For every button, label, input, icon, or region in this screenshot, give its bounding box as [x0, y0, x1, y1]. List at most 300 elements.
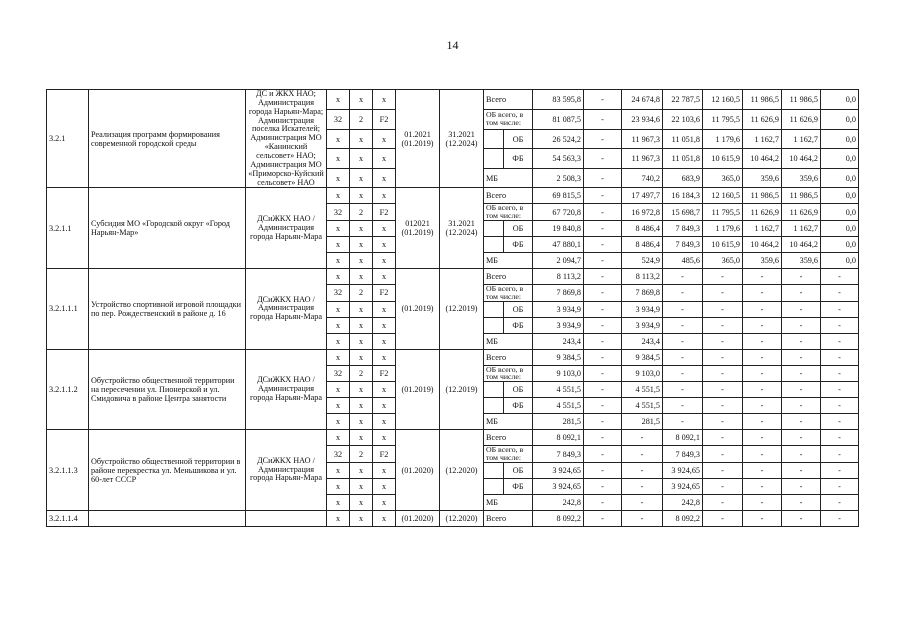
- value-y3: 11 051,8: [663, 149, 703, 169]
- value-y4: -: [703, 301, 743, 317]
- value-y1: -: [584, 253, 622, 269]
- value-y2: -: [622, 494, 663, 510]
- kbk-c: x: [373, 129, 396, 149]
- kbk-c: x: [373, 494, 396, 510]
- value-total: 69 815,5: [533, 188, 584, 204]
- value-y7: 0,0: [821, 90, 859, 110]
- source: Всего: [484, 188, 533, 204]
- value-y3: -: [663, 414, 703, 430]
- value-y4: -: [703, 317, 743, 333]
- end-date: (12.2019): [440, 349, 484, 430]
- value-y7: -: [821, 349, 859, 365]
- table-row: [47, 269, 859, 285]
- value-y1: -: [584, 90, 622, 110]
- source-indent: [484, 221, 504, 237]
- kbk-a: x: [327, 253, 350, 269]
- value-y1: -: [584, 269, 622, 285]
- value-y7: -: [821, 301, 859, 317]
- value-y2: -: [622, 446, 663, 463]
- value-y1: -: [584, 237, 622, 253]
- value-y1: -: [584, 462, 622, 478]
- value-y5: -: [743, 462, 782, 478]
- value-y2: 24 674,8: [622, 90, 663, 110]
- value-y7: -: [821, 446, 859, 463]
- source: Всего: [484, 269, 533, 285]
- value-y1: -: [584, 494, 622, 510]
- item-executor: ДСиЖКХ НАО / Администрация города Нарьян-Мара: [246, 269, 327, 350]
- value-y1: -: [584, 414, 622, 430]
- end-date: (12.2020): [440, 430, 484, 511]
- item-name: Обустройство общественной территории на пересечении ул. Пионерской и ул. Смидовича в районе Центра занятости: [89, 349, 246, 430]
- source-indent: [484, 301, 504, 317]
- value-total: 3 924,65: [533, 462, 584, 478]
- value-y2: 3 934,9: [622, 301, 663, 317]
- value-y5: 11 986,5: [743, 188, 782, 204]
- value-y7: -: [821, 285, 859, 302]
- value-y4: -: [703, 285, 743, 302]
- value-total: 9 103,0: [533, 365, 584, 382]
- kbk-c: x: [373, 221, 396, 237]
- value-y2: -: [622, 430, 663, 446]
- value-y2: 281,5: [622, 414, 663, 430]
- value-y4: -: [703, 349, 743, 365]
- kbk-b: 2: [350, 109, 373, 129]
- value-y1: -: [584, 382, 622, 398]
- value-y6: 359,6: [782, 168, 821, 188]
- value-y5: 1 162,7: [743, 221, 782, 237]
- value-y2: -: [622, 462, 663, 478]
- value-y6: 11 626,9: [782, 109, 821, 129]
- value-y2: 11 967,3: [622, 129, 663, 149]
- value-y6: -: [782, 430, 821, 446]
- value-total: 83 595,8: [533, 90, 584, 110]
- kbk-c: x: [373, 462, 396, 478]
- budget-table: [46, 89, 859, 527]
- value-y3: 8 092,2: [663, 510, 703, 526]
- item-name: [89, 510, 246, 526]
- value-y3: 3 924,65: [663, 478, 703, 494]
- kbk-a: x: [327, 333, 350, 349]
- value-y5: -: [743, 494, 782, 510]
- value-y2: 16 972,8: [622, 204, 663, 221]
- value-y5: -: [743, 382, 782, 398]
- value-y6: -: [782, 446, 821, 463]
- source-sub: ФБ: [504, 478, 533, 494]
- start-date: (01.2020): [396, 430, 440, 511]
- start-date: 012021 (01.2019): [396, 188, 440, 269]
- value-y2: 4 551,5: [622, 398, 663, 414]
- value-y2: 8 486,4: [622, 221, 663, 237]
- kbk-b: x: [350, 382, 373, 398]
- value-y1: -: [584, 188, 622, 204]
- value-y1: -: [584, 510, 622, 526]
- kbk-a: 32: [327, 109, 350, 129]
- source-sub: ФБ: [504, 398, 533, 414]
- value-y3: -: [663, 317, 703, 333]
- kbk-b: x: [350, 317, 373, 333]
- value-y1: -: [584, 349, 622, 365]
- value-y6: -: [782, 478, 821, 494]
- kbk-b: x: [350, 269, 373, 285]
- kbk-b: x: [350, 430, 373, 446]
- value-y3: 7 849,3: [663, 221, 703, 237]
- kbk-a: x: [327, 349, 350, 365]
- source: МБ: [484, 414, 533, 430]
- start-date: (01.2019): [396, 349, 440, 430]
- value-y5: 10 464,2: [743, 149, 782, 169]
- value-total: 3 924,65: [533, 478, 584, 494]
- kbk-c: x: [373, 253, 396, 269]
- source-sub: ФБ: [504, 317, 533, 333]
- value-y4: 11 795,5: [703, 204, 743, 221]
- value-y7: -: [821, 414, 859, 430]
- value-y6: -: [782, 382, 821, 398]
- value-y2: 740,2: [622, 168, 663, 188]
- value-y4: -: [703, 494, 743, 510]
- kbk-b: x: [350, 301, 373, 317]
- value-y6: -: [782, 462, 821, 478]
- value-y3: 7 849,3: [663, 446, 703, 463]
- value-y4: -: [703, 462, 743, 478]
- value-y1: -: [584, 149, 622, 169]
- kbk-a: 32: [327, 285, 350, 302]
- kbk-a: x: [327, 398, 350, 414]
- value-y7: -: [821, 269, 859, 285]
- value-y2: 7 869,8: [622, 285, 663, 302]
- kbk-b: x: [350, 129, 373, 149]
- value-total: 67 720,8: [533, 204, 584, 221]
- value-y5: 11 626,9: [743, 109, 782, 129]
- value-y6: 359,6: [782, 253, 821, 269]
- value-y1: -: [584, 333, 622, 349]
- value-total: 8 092,1: [533, 430, 584, 446]
- source-sub: ФБ: [504, 237, 533, 253]
- value-y7: -: [821, 478, 859, 494]
- start-date: (01.2019): [396, 269, 440, 350]
- value-y1: -: [584, 285, 622, 302]
- value-y1: -: [584, 129, 622, 149]
- value-y6: -: [782, 285, 821, 302]
- kbk-c: F2: [373, 365, 396, 382]
- kbk-a: x: [327, 510, 350, 526]
- source-sub: ОБ: [504, 382, 533, 398]
- item-executor: ДСиЖКХ НАО / Администрация города Нарьян-Мара: [246, 349, 327, 430]
- kbk-a: x: [327, 430, 350, 446]
- kbk-b: x: [350, 398, 373, 414]
- value-y3: 485,6: [663, 253, 703, 269]
- value-y4: 10 615,9: [703, 149, 743, 169]
- source: ОБ всего, в том числе:: [484, 365, 533, 382]
- value-y5: -: [743, 317, 782, 333]
- value-y2: 4 551,5: [622, 382, 663, 398]
- value-y2: 9 103,0: [622, 365, 663, 382]
- kbk-c: F2: [373, 204, 396, 221]
- value-y4: -: [703, 382, 743, 398]
- value-y5: 359,6: [743, 168, 782, 188]
- kbk-c: x: [373, 349, 396, 365]
- value-y6: 11 986,5: [782, 188, 821, 204]
- value-y1: -: [584, 317, 622, 333]
- kbk-b: 2: [350, 285, 373, 302]
- source-sub: ОБ: [504, 129, 533, 149]
- item-executor: ДС и ЖКХ НАО; Администрация города Нарьян-Мара; Администрация поселка Искателей; Администрация МО «Канинский сельсовет» НАО; Администрация МО «Приморско-Куйский сельсовет» НАО: [246, 90, 327, 188]
- item-executor: ДСиЖКХ НАО / Администрация города Нарьян-Мара: [246, 188, 327, 269]
- value-y4: 12 160,5: [703, 188, 743, 204]
- value-y7: 0,0: [821, 168, 859, 188]
- value-y5: 359,6: [743, 253, 782, 269]
- kbk-a: x: [327, 90, 350, 110]
- value-total: 281,5: [533, 414, 584, 430]
- kbk-c: x: [373, 382, 396, 398]
- kbk-b: x: [350, 462, 373, 478]
- source: МБ: [484, 168, 533, 188]
- value-y4: -: [703, 333, 743, 349]
- kbk-b: x: [350, 253, 373, 269]
- value-y2: 3 934,9: [622, 317, 663, 333]
- item-code: 3.2.1.1.2: [47, 349, 89, 430]
- kbk-c: x: [373, 333, 396, 349]
- item-code: 3.2.1: [47, 90, 89, 188]
- kbk-a: x: [327, 221, 350, 237]
- kbk-c: x: [373, 414, 396, 430]
- value-y7: 0,0: [821, 129, 859, 149]
- value-y4: -: [703, 510, 743, 526]
- table-row: [47, 430, 859, 446]
- kbk-b: x: [350, 90, 373, 110]
- value-y6: -: [782, 414, 821, 430]
- value-y5: -: [743, 349, 782, 365]
- kbk-b: x: [350, 149, 373, 169]
- source: МБ: [484, 333, 533, 349]
- value-y6: -: [782, 317, 821, 333]
- value-y3: 242,8: [663, 494, 703, 510]
- value-y1: -: [584, 204, 622, 221]
- kbk-b: x: [350, 237, 373, 253]
- item-name: Устройство спортивной игровой площадки по пер. Рождественский в районе д. 16: [89, 269, 246, 350]
- value-y7: 0,0: [821, 109, 859, 129]
- value-total: 47 880,1: [533, 237, 584, 253]
- value-y7: 0,0: [821, 221, 859, 237]
- kbk-a: x: [327, 149, 350, 169]
- value-y2: 11 967,3: [622, 149, 663, 169]
- source-indent: [484, 317, 504, 333]
- value-y5: 11 626,9: [743, 204, 782, 221]
- value-total: 2 094,7: [533, 253, 584, 269]
- value-y3: 11 051,8: [663, 129, 703, 149]
- kbk-c: F2: [373, 446, 396, 463]
- value-total: 81 087,5: [533, 109, 584, 129]
- value-y7: -: [821, 333, 859, 349]
- value-y5: -: [743, 510, 782, 526]
- source-indent: [484, 129, 504, 149]
- value-y6: -: [782, 365, 821, 382]
- value-y6: -: [782, 510, 821, 526]
- value-y5: -: [743, 269, 782, 285]
- end-date: (12.2019): [440, 269, 484, 350]
- kbk-b: x: [350, 478, 373, 494]
- source-indent: [484, 478, 504, 494]
- value-total: 4 551,5: [533, 382, 584, 398]
- value-y7: 0,0: [821, 204, 859, 221]
- source: Всего: [484, 90, 533, 110]
- value-y4: -: [703, 398, 743, 414]
- value-y1: -: [584, 221, 622, 237]
- kbk-a: 32: [327, 204, 350, 221]
- kbk-a: x: [327, 414, 350, 430]
- kbk-c: x: [373, 317, 396, 333]
- end-date: 31.2021 (12.2024): [440, 90, 484, 188]
- value-y7: 0,0: [821, 149, 859, 169]
- kbk-c: x: [373, 510, 396, 526]
- value-y1: -: [584, 430, 622, 446]
- value-y4: -: [703, 365, 743, 382]
- source: ОБ всего, в том числе:: [484, 285, 533, 302]
- value-y3: -: [663, 285, 703, 302]
- kbk-a: x: [327, 269, 350, 285]
- kbk-b: 2: [350, 365, 373, 382]
- kbk-a: x: [327, 317, 350, 333]
- value-y6: -: [782, 398, 821, 414]
- item-code: 3.2.1.1: [47, 188, 89, 269]
- value-y2: -: [622, 478, 663, 494]
- value-y4: 11 795,5: [703, 109, 743, 129]
- value-total: 7 849,3: [533, 446, 584, 463]
- kbk-c: x: [373, 90, 396, 110]
- value-y2: -: [622, 510, 663, 526]
- value-y6: 10 464,2: [782, 149, 821, 169]
- kbk-b: x: [350, 510, 373, 526]
- value-y7: -: [821, 494, 859, 510]
- value-y5: -: [743, 333, 782, 349]
- item-name: Субсидия МО «Городской округ «Город Нарьян-Мар»: [89, 188, 246, 269]
- kbk-a: x: [327, 168, 350, 188]
- value-total: 8 113,2: [533, 269, 584, 285]
- value-y4: 10 615,9: [703, 237, 743, 253]
- source: Всего: [484, 349, 533, 365]
- value-y2: 524,9: [622, 253, 663, 269]
- source: МБ: [484, 494, 533, 510]
- value-y2: 8 486,4: [622, 237, 663, 253]
- source-sub: ОБ: [504, 301, 533, 317]
- value-y6: 1 162,7: [782, 221, 821, 237]
- kbk-a: 32: [327, 365, 350, 382]
- kbk-b: 2: [350, 446, 373, 463]
- value-y3: 8 092,1: [663, 430, 703, 446]
- value-y4: 365,0: [703, 168, 743, 188]
- value-y5: -: [743, 430, 782, 446]
- value-y2: 243,4: [622, 333, 663, 349]
- value-y1: -: [584, 478, 622, 494]
- value-y4: -: [703, 478, 743, 494]
- kbk-a: x: [327, 494, 350, 510]
- value-y3: -: [663, 365, 703, 382]
- value-y5: 10 464,2: [743, 237, 782, 253]
- value-y6: -: [782, 349, 821, 365]
- source: МБ: [484, 253, 533, 269]
- value-y5: -: [743, 398, 782, 414]
- source: Всего: [484, 430, 533, 446]
- value-y1: -: [584, 398, 622, 414]
- value-y6: -: [782, 333, 821, 349]
- value-y5: 1 162,7: [743, 129, 782, 149]
- value-y3: -: [663, 333, 703, 349]
- value-total: 26 524,2: [533, 129, 584, 149]
- source-indent: [484, 382, 504, 398]
- value-y5: -: [743, 365, 782, 382]
- table-row: [47, 188, 859, 204]
- value-y6: 11 986,5: [782, 90, 821, 110]
- value-total: 3 934,9: [533, 317, 584, 333]
- kbk-b: x: [350, 494, 373, 510]
- value-y7: 0,0: [821, 253, 859, 269]
- value-y7: -: [821, 365, 859, 382]
- value-total: 243,4: [533, 333, 584, 349]
- value-total: 19 840,8: [533, 221, 584, 237]
- value-total: 7 869,8: [533, 285, 584, 302]
- table-row: [47, 349, 859, 365]
- value-y1: -: [584, 365, 622, 382]
- value-y2: 8 113,2: [622, 269, 663, 285]
- end-date: 31.2021 (12.2024): [440, 188, 484, 269]
- value-y1: -: [584, 109, 622, 129]
- value-y7: -: [821, 430, 859, 446]
- table-row: [47, 510, 859, 526]
- value-y3: -: [663, 398, 703, 414]
- value-y4: 1 179,6: [703, 221, 743, 237]
- kbk-b: x: [350, 168, 373, 188]
- kbk-b: x: [350, 221, 373, 237]
- value-y4: -: [703, 430, 743, 446]
- source: ОБ всего, в том числе:: [484, 109, 533, 129]
- source-indent: [484, 398, 504, 414]
- item-code: 3.2.1.1.4: [47, 510, 89, 526]
- kbk-c: x: [373, 168, 396, 188]
- value-y3: -: [663, 301, 703, 317]
- value-y3: -: [663, 349, 703, 365]
- value-y5: -: [743, 414, 782, 430]
- value-y3: 7 849,3: [663, 237, 703, 253]
- kbk-c: x: [373, 478, 396, 494]
- source: ОБ всего, в том числе:: [484, 204, 533, 221]
- value-y6: 11 626,9: [782, 204, 821, 221]
- value-y5: -: [743, 478, 782, 494]
- item-name: Обустройство общественной территории в районе перекрестка ул. Меньшикова и ул. 60-лет СССР: [89, 430, 246, 511]
- value-y7: 0,0: [821, 237, 859, 253]
- kbk-c: x: [373, 301, 396, 317]
- page-number: 14: [446, 38, 459, 52]
- kbk-c: x: [373, 237, 396, 253]
- item-code: 3.2.1.1.3: [47, 430, 89, 511]
- kbk-b: x: [350, 349, 373, 365]
- end-date: (12.2020): [440, 510, 484, 526]
- source-sub: ОБ: [504, 462, 533, 478]
- kbk-c: x: [373, 188, 396, 204]
- kbk-a: x: [327, 129, 350, 149]
- value-total: 8 092,2: [533, 510, 584, 526]
- kbk-c: x: [373, 269, 396, 285]
- kbk-b: 2: [350, 204, 373, 221]
- kbk-a: x: [327, 237, 350, 253]
- item-executor: [246, 510, 327, 526]
- kbk-a: x: [327, 478, 350, 494]
- value-y3: 22 103,6: [663, 109, 703, 129]
- value-y2: 17 497,7: [622, 188, 663, 204]
- value-y2: 23 934,6: [622, 109, 663, 129]
- kbk-c: F2: [373, 109, 396, 129]
- kbk-c: F2: [373, 285, 396, 302]
- value-y3: 3 924,65: [663, 462, 703, 478]
- value-y7: -: [821, 398, 859, 414]
